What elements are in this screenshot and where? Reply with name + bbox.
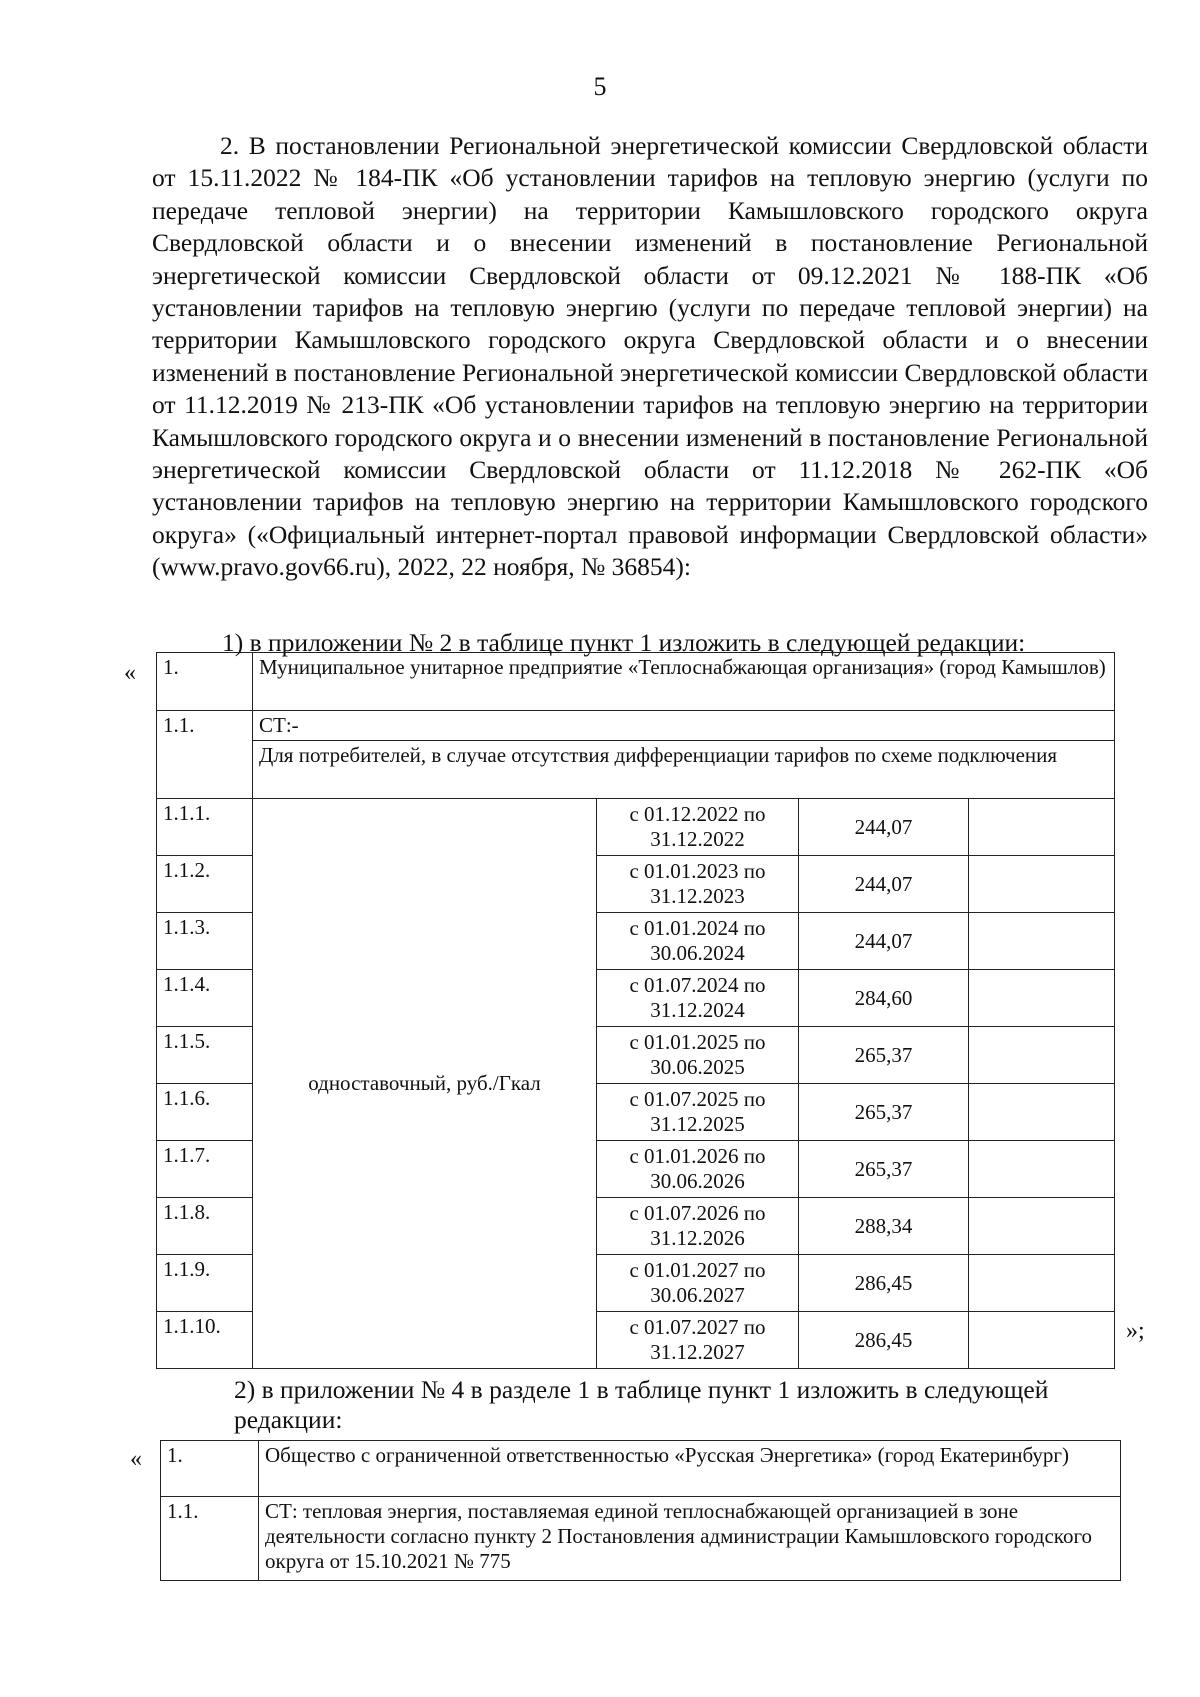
tariff-row-num: 1.1.1. [157,799,253,856]
tariff-value: 286,45 [799,1312,969,1369]
tariff-empty-cell [969,1198,1115,1255]
tariff-empty-cell [969,1084,1115,1141]
page-number: 5 [593,72,607,101]
tariff-period: с 01.01.2024 по 30.06.2024 [597,913,799,970]
tariff-value: 288,34 [799,1198,969,1255]
tariff-value: 265,37 [799,1084,969,1141]
tariff-empty-cell [969,970,1115,1027]
tariff-value: 244,07 [799,913,969,970]
tariff-empty-cell [969,856,1115,913]
tariff-value: 284,60 [799,970,969,1027]
table1-tariff-row [157,799,1115,856]
tariff-value: 244,07 [799,799,969,856]
tariff-row-num: 1.1.7. [157,1141,253,1198]
tariff-period: с 01.01.2026 по 30.06.2026 [597,1141,799,1198]
tariff-period: с 01.12.2022 по 31.12.2022 [597,799,799,856]
table2-row1-num: 1. [161,1441,259,1497]
tariff-row-num: 1.1.2. [157,856,253,913]
tariff-period: с 01.07.2027 по 31.12.2027 [597,1312,799,1369]
quote-open-2: « [130,1446,142,1472]
table1-tariff-rows [157,799,1115,1369]
table1-row-1 [157,653,1115,711]
table1-consumers-text: Для потребителей, в случае отсутствия дифференциации тарифов по схеме подключения [253,741,1115,799]
quote-open-1: « [124,660,136,686]
tariff-row-num: 1.1.6. [157,1084,253,1141]
tariff-period: с 01.01.2025 по 30.06.2025 [597,1027,799,1084]
table2-row2-text: СТ: тепловая энергия, поставляемая единой теплоснабжающей организацией в зоне деятельности согласно пункту 2 Постановления администрации Камышловского городского округа от 15.10.2021 № 775 [259,1497,1121,1581]
table1-row1-text: Муниципальное унитарное предприятие «Теплоснабжающая организация» (город Камышлов) [253,653,1115,711]
tariff-period: с 01.01.2023 по 31.12.2023 [597,856,799,913]
tariff-table-2 [160,1440,1121,1581]
paragraph-2: 2. В постановлении Региональной энергетической комиссии Свердловской области от 15.11.2022 № 184-ПК «Об установлении тарифов на тепловую энергию (услуги по передаче тепловой энергии) на территории Камышловского городского округа Свердловской области и о внесении изменений в постановление Региональной энергетической комиссии Свердловской области от 09.12.2021 № 188-ПК «Об установлении тарифов на тепловую энергию (услуги по передаче тепловой энергии) на территории Камышловского городского округа Свердловской области и о внесении изменений в постановление Региональной энергетической комиссии Свердловской области от 11.12.2019 № 213-ПК «Об установлении тарифов на тепловую энергию на территории Камышловского городского округа и о внесении изменений в постановление Региональной энергетической комиссии Свердловской области от 11.12.2018 № 262-ПК «Об установлении тарифов на тепловую энергию на территории Камышловского городского округа» («Официальный интернет-портал правовой информации Свердловской области» (www.pravo.gov66.ru), 2022, 22 ноября, № 36854): [152,131,1148,582]
tariff-row-num: 1.1.8. [157,1198,253,1255]
tariff-value: 244,07 [799,856,969,913]
table2-row-1 [161,1441,1121,1497]
tariff-row-num: 1.1.5. [157,1027,253,1084]
tariff-empty-cell [969,799,1115,856]
tariff-empty-cell [969,913,1115,970]
quote-close-1: »; [1126,1318,1145,1344]
tariff-table-1 [156,652,1115,1369]
table1-row-2 [157,711,1115,741]
rate-type-label: одноставочный, руб./Гкал [308,1071,541,1095]
tariff-row-num: 1.1.3. [157,913,253,970]
table1-row1-num: 1. [157,653,253,711]
tariff-value: 265,37 [799,1141,969,1198]
tariff-period: с 01.07.2025 по 31.12.2025 [597,1084,799,1141]
tariff-empty-cell [969,1255,1115,1312]
item-2-text-content: 2) в приложении № 4 в разделе 1 в таблице пункт 1 изложить в следующей редакции: [234,1375,1049,1434]
tariff-period: с 01.07.2026 по 31.12.2026 [597,1198,799,1255]
tariff-value: 265,37 [799,1027,969,1084]
rate-type-cell [253,799,597,1369]
tariff-value: 286,45 [799,1255,969,1312]
table2-row1-text: Общество с ограниченной ответственностью «Русская Энергетика» (город Екатеринбург) [259,1441,1121,1497]
item-2-text [234,1375,1130,1435]
tariff-period: с 01.07.2024 по 31.12.2024 [597,970,799,1027]
tariff-row-num: 1.1.9. [157,1255,253,1312]
tariff-empty-cell [969,1027,1115,1084]
table2-row-2 [161,1497,1121,1581]
tariff-row-num: 1.1.4. [157,970,253,1027]
tariff-period: с 01.01.2027 по 30.06.2027 [597,1255,799,1312]
tariff-row-num: 1.1.10. [157,1312,253,1369]
table2-row2-num: 1.1. [161,1497,259,1581]
table1-row-2-consumers [157,741,1115,799]
tariff-empty-cell [969,1312,1115,1369]
table1-row2-st: СТ:- [253,711,1115,741]
tariff-empty-cell [969,1141,1115,1198]
item-1-text: 1) в приложении № 2 в таблице пункт 1 изложить в следующей редакции: [222,628,1026,657]
table1-row2-num: 1.1. [157,711,253,799]
